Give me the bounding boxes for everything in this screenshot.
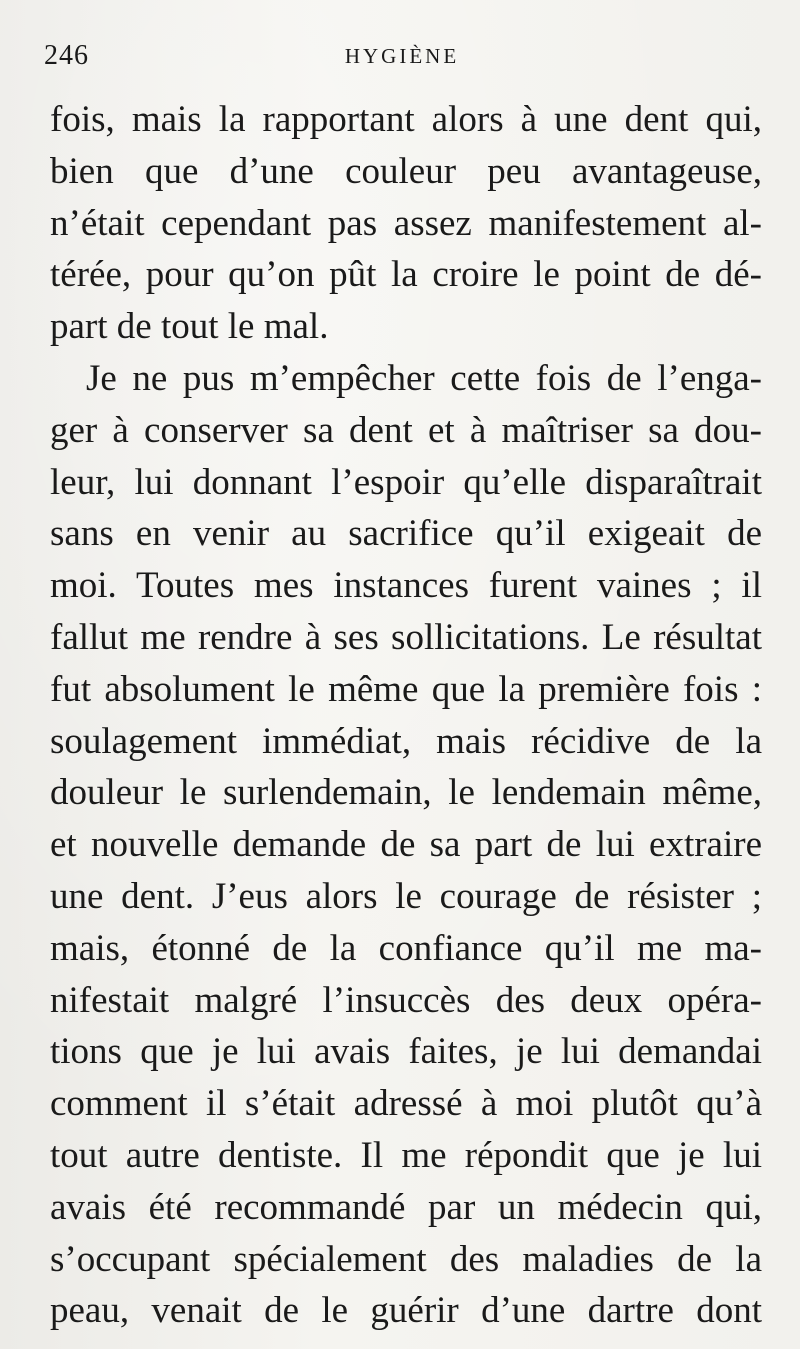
running-head	[44, 40, 760, 76]
running-title: HYGIÈNE	[344, 44, 460, 68]
page-number: 246	[44, 40, 89, 71]
text-line: n’était cependant pas assez manifestement al-	[50, 202, 762, 244]
text-line: fois, mais la rapportant alors à une dent qui,	[50, 99, 762, 140]
text-line: comment il s’était adressé à moi plutôt qu’à	[50, 1083, 762, 1125]
text-line: sans en venir au sacrifice qu’il exigeait de	[50, 513, 762, 555]
text-line: bien que d’une couleur peu avantageuse,	[50, 150, 762, 192]
text-line: tout autre dentiste. Il me répondit que je lui	[50, 1134, 762, 1176]
text-line: leur, lui donnant l’espoir qu’elle disparaîtrait	[50, 461, 762, 503]
text-line: fallut me rendre à ses sollicitations. Le résultat	[50, 616, 762, 658]
text-line: et nouvelle demande de sa part de lui extraire	[50, 824, 762, 866]
paragraph-2	[50, 353, 762, 1337]
body-text	[50, 94, 762, 1337]
text-line: fut absolument le même que la première fois :	[50, 668, 762, 710]
text-line: tions que je lui avais faites, je lui demandai	[50, 1031, 762, 1073]
text-line: térée, pour qu’on pût la croire le point de dé-	[50, 254, 762, 296]
paragraph-1	[50, 94, 762, 353]
text-line: s’occupant spécialement des maladies de la	[50, 1238, 762, 1280]
text-line: Je ne pus m’empêcher cette fois de l’enga-	[86, 357, 762, 399]
text-line: peau, venait de le guérir d’une dartre dont	[50, 1290, 762, 1332]
text-line: mais, étonné de la confiance qu’il me ma-	[50, 927, 762, 969]
text-line: soulagement immédiat, mais récidive de la	[50, 720, 762, 762]
text-line: moi. Toutes mes instances furent vaines ; il	[50, 565, 762, 607]
text-line: part de tout le mal.	[50, 306, 329, 348]
text-line: une dent. J’eus alors le courage de résister ;	[50, 875, 762, 917]
text-line: nifestait malgré l’insuccès des deux opéra-	[50, 979, 762, 1021]
text-line: avais été recommandé par un médecin qui,	[50, 1186, 762, 1228]
text-line: douleur le surlendemain, le lendemain même,	[50, 772, 762, 814]
text-line: ger à conserver sa dent et à maîtriser sa dou-	[50, 409, 762, 451]
